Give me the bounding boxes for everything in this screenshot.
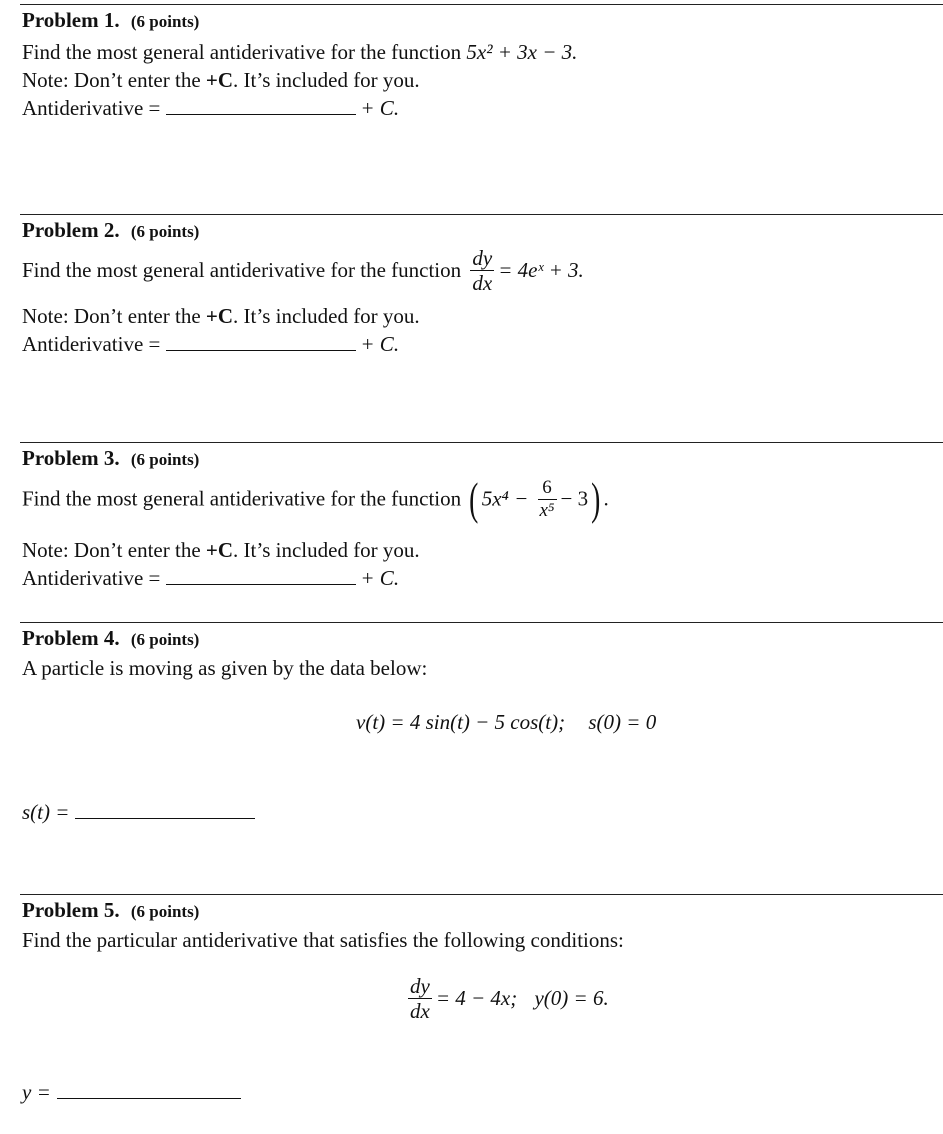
initial-condition: s(0) = 0 <box>588 710 657 734</box>
answer-row <box>22 94 933 122</box>
answer-row <box>22 330 933 358</box>
problem-title <box>22 444 933 472</box>
problem-title <box>22 6 933 34</box>
left-paren: ( <box>469 473 479 524</box>
problem-title <box>22 896 933 924</box>
note <box>22 66 933 94</box>
problem-5 <box>22 896 933 954</box>
initial-condition: y(0) = 6. <box>534 986 609 1010</box>
note-text: Note: Don’t enter the <box>22 538 201 562</box>
divider <box>20 622 943 623</box>
answer-suffix: + C. <box>360 332 400 356</box>
note <box>22 302 933 330</box>
answer-blank[interactable] <box>166 114 356 115</box>
note-bold: +C <box>205 68 234 92</box>
divider <box>20 4 943 5</box>
answer-blank[interactable] <box>57 1098 241 1099</box>
function-expression: 5x² + 3x − 3. <box>466 40 578 64</box>
answer-suffix: + C. <box>360 566 400 590</box>
fraction-numerator: dy <box>410 974 430 998</box>
problem-points: (6 points) <box>130 630 200 649</box>
fraction-numerator: 6 <box>542 476 552 498</box>
problem-prompt: Find the particular antiderivative that satisfies the following conditions: <box>22 928 624 952</box>
problem-number: Problem 1. <box>22 8 120 32</box>
problem-points: (6 points) <box>130 12 200 31</box>
prompt-text: Find the most general antiderivative for the function <box>22 40 462 64</box>
answer-row <box>22 564 933 592</box>
problem-number: Problem 3. <box>22 446 120 470</box>
problem-4 <box>22 624 933 682</box>
answer-blank[interactable] <box>166 350 356 351</box>
note-text: Note: Don’t enter the <box>22 304 201 328</box>
fraction-numerator: dy <box>472 246 493 270</box>
note <box>22 536 933 564</box>
fraction-denominator: dx <box>472 271 493 295</box>
divider <box>20 894 943 895</box>
prompt-text: Find the most general antiderivative for the function <box>22 486 462 511</box>
problem-title <box>22 216 933 244</box>
derivative-fraction <box>470 246 494 295</box>
answer-label: Antiderivative = <box>22 566 161 590</box>
problem-1 <box>22 6 933 122</box>
prompt-text: Find the most general antiderivative for the function <box>22 258 462 282</box>
problem-points: (6 points) <box>130 222 200 241</box>
divider <box>20 442 943 443</box>
note-suffix: . It’s included for you. <box>233 304 420 328</box>
problem-title <box>22 624 933 652</box>
right-paren: ) <box>591 473 601 524</box>
answer-blank[interactable] <box>75 818 255 819</box>
note-suffix: . It’s included for you. <box>233 538 420 562</box>
answer-label: s(t) = <box>22 800 70 824</box>
problem-prompt <box>22 473 933 536</box>
note-suffix: . It’s included for you. <box>233 68 420 92</box>
problem-number: Problem 2. <box>22 218 120 242</box>
answer-blank[interactable] <box>166 584 356 585</box>
problem-2 <box>22 216 933 358</box>
answer-row <box>22 800 259 825</box>
note-bold: +C <box>205 304 234 328</box>
equation-rhs: = 4 − 4x; <box>435 986 518 1010</box>
divider <box>20 214 943 215</box>
term-fraction <box>538 477 557 522</box>
answer-label: Antiderivative = <box>22 332 161 356</box>
fraction-denominator: dx <box>410 999 430 1023</box>
fraction-denominator: x⁵ <box>539 499 555 521</box>
answer-row <box>22 1080 245 1105</box>
problem-points: (6 points) <box>130 902 200 921</box>
problem-points: (6 points) <box>130 450 200 469</box>
problem-prompt: A particle is moving as given by the data below: <box>22 656 428 680</box>
function-term-b: − 3 <box>560 486 589 511</box>
velocity-equation <box>356 710 656 735</box>
problem-prompt <box>22 246 933 302</box>
function-term-a: 5x⁴ − <box>481 486 529 511</box>
period: . <box>603 486 609 511</box>
note-bold: +C <box>205 538 234 562</box>
answer-label: y = <box>22 1080 51 1104</box>
note-text: Note: Don’t enter the <box>22 68 201 92</box>
equation-text: v(t) = 4 sin(t) − 5 cos(t); <box>356 710 566 734</box>
answer-suffix: + C. <box>360 96 400 120</box>
answer-label: Antiderivative = <box>22 96 161 120</box>
differential-equation <box>404 974 609 1023</box>
problem-number: Problem 4. <box>22 626 120 650</box>
derivative-fraction <box>408 974 432 1023</box>
problem-prompt <box>22 38 933 66</box>
problem-number: Problem 5. <box>22 898 120 922</box>
problem-3 <box>22 444 933 592</box>
function-rhs: = 4eˣ + 3. <box>498 258 584 282</box>
